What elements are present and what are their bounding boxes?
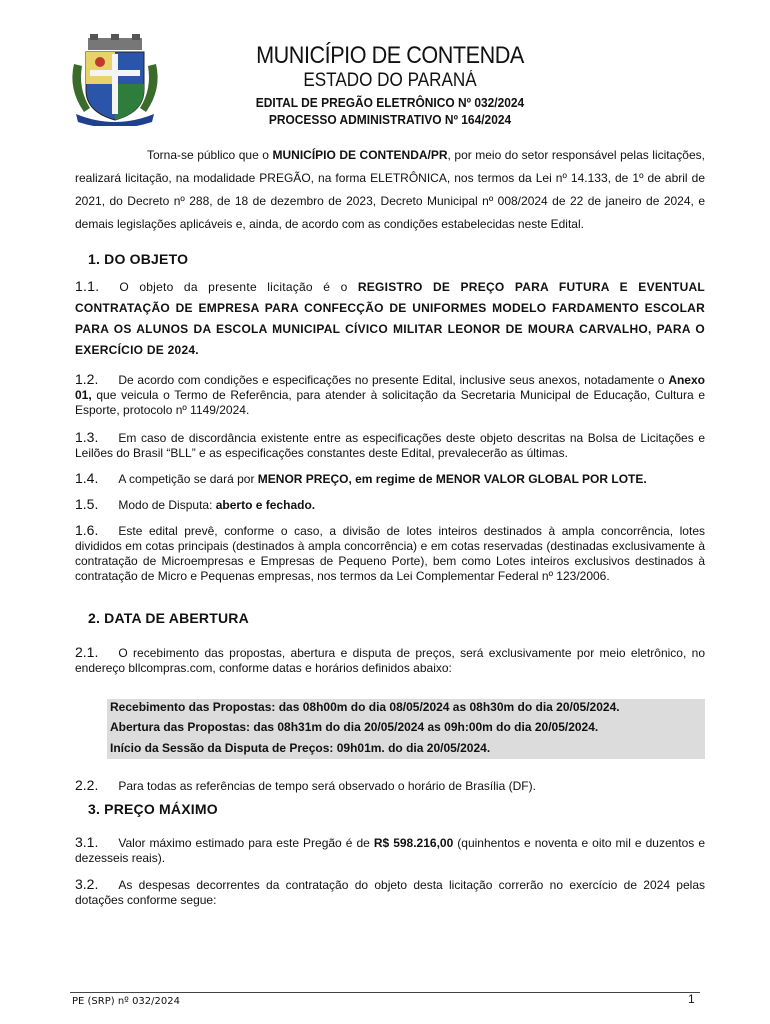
- clause-1-4: 1.4. A competição se dará por MENOR PREÇO, em regime de MENOR VALOR GLOBAL POR LOTE.: [75, 470, 647, 486]
- page-number: 1: [688, 992, 695, 1006]
- clause-3-2: 3.2. As despesas decorrentes da contratação do objeto desta licitação correrão no exercício de 2024 pelas dotações conforme segue:: [75, 876, 705, 907]
- state-title: ESTADO DO PARANÁ: [303, 70, 477, 91]
- footer-divider: [70, 992, 700, 993]
- clause-1-3: 1.3. Em caso de discordância existente entre as especificações deste objeto descritas na Bolsa de Licitações e Leilões do Brasil “BLL” e as especificações constantes deste Edital, prevalecerão as últimas.: [75, 429, 705, 460]
- section-heading-objeto: 1. DO OBJETO: [88, 251, 189, 267]
- clause-1-6: 1.6. Este edital prevê, conforme o caso, a divisão de lotes inteiros destinados à ampla concorrência, lotes divididos em cotas principais (destinados à ampla concorrência) e em cotas reservadas (destinadas exclusivamente à contratação de Microempresas e Empresas de Pequeno Porte), bem como Lotes inteiros exclusivos destinados à contratação de Micro e Pequenas empresas, nos termos da Lei Complementar Federal nº 123/2006.: [75, 522, 705, 583]
- clause-1-1: 1.1. O objeto da presente licitação é o REGISTRO DE PREÇO PARA FUTURA E EVENTUAL CONTRATAÇÃO DE EMPRESA PARA CONFECÇÃO DE UNIFORMES MODELO FARDAMENTO ESCOLAR PARA OS ALUNOS DA ESCOLA MUNICIPAL CÍVICO MILITAR LEONOR DE MOURA CARVALHO, PARA O EXERCÍCIO DE 2024.: [75, 278, 705, 357]
- section-heading-preco-maximo: 3. PREÇO MÁXIMO: [88, 801, 218, 817]
- footer-document-id: PE (SRP) nº 032/2024: [72, 996, 180, 1007]
- clause-1-2: 1.2. De acordo com condições e especificações no presente Edital, inclusive seus anexos, notadamente o Anexo 01, que veicula o Termo de Referência, para atender à solicitação da Secretaria Municipal de Educação, Cultura e Esporte, protocolo nº 1149/2024.: [75, 371, 705, 417]
- clause-3-1: 3.1. Valor máximo estimado para este Pregão é de R$ 598.216,00 (quinhentos e noventa e oito mil e duzentos e dezesseis reais).: [75, 834, 706, 865]
- municipal-coat-of-arms-icon: [66, 34, 164, 126]
- schedule-line-recebimento: Recebimento das Propostas: das 08h00m do dia 08/05/2024 as 08h30m do dia 20/05/2024.: [110, 700, 620, 714]
- clause-2-1: 2.1. O recebimento das propostas, abertura e disputa de preços, será exclusivamente por meio eletrônico, no endereço bllcompras.com, conforme datas e horários definidos abaixo:: [75, 644, 705, 675]
- section-heading-data-abertura: 2. DATA DE ABERTURA: [88, 610, 249, 626]
- schedule-line-abertura: Abertura das Propostas: das 08h31m do dia 20/05/2024 as 09h:00m do dia 20/05/2024.: [110, 720, 599, 734]
- intro-paragraph: Torna-se público que o MUNICÍPIO DE CONTENDA/PR, por meio do setor responsável pelas licitações, realizará licitação, na modalidade PREGÃO, na forma ELETRÔNICA, nos termos da Lei nº 14.133, de 1º de abril de 2021, do Decreto nº 288, de 18 de dezembro de 2023, Decreto Municipal nº 008/2024 de 22 de janeiro de 2024, e demais legislações aplicáveis e, ainda, de acordo com as condições estabelecidas neste Edital.: [75, 148, 705, 231]
- edital-number: EDITAL DE PREGÃO ELETRÔNICO Nº 032/2024: [255, 95, 525, 110]
- municipality-title: MUNICÍPIO DE CONTENDA: [256, 42, 524, 69]
- process-number: PROCESSO ADMINISTRATIVO Nº 164/2024: [268, 112, 512, 127]
- schedule-line-inicio: Início da Sessão da Disputa de Preços: 09h01m. do dia 20/05/2024.: [110, 741, 491, 755]
- clause-1-5: 1.5. Modo de Disputa: aberto e fechado.: [75, 496, 316, 512]
- clause-2-2: 2.2. Para todas as referências de tempo será observado o horário de Brasília (DF).: [75, 777, 536, 793]
